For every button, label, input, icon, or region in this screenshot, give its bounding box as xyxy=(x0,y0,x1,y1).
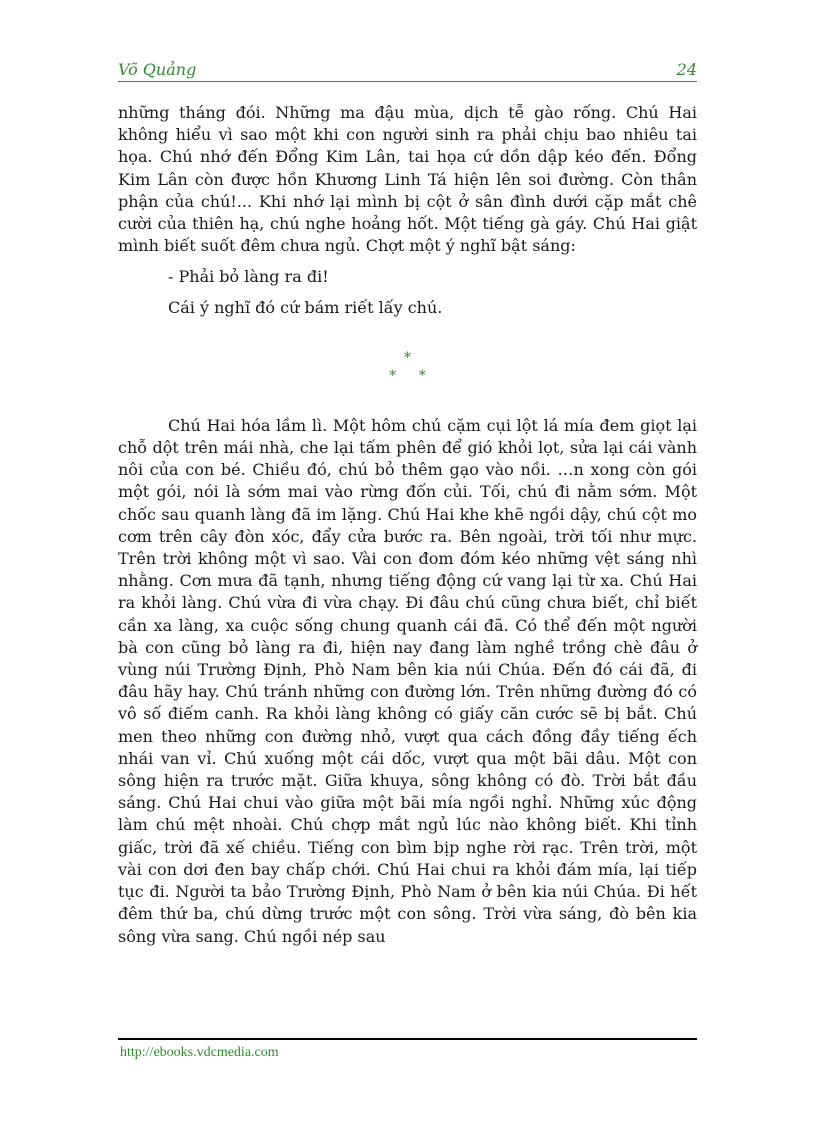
page-header xyxy=(118,60,697,82)
paragraph-1: những tháng đói. Những ma đậu mùa, dịch tễ gào rống. Chú Hai không hiểu vì sao một khi con người sinh ra phải chịu bao nhiêu tai họa. Chú nhớ đến Đổng Kim Lân, tai họa cứ dồn dập kéo đến. Đổng Kim Lân còn được hồn Khương Linh Tá hiện lên soi đường. Còn thân phận của chú!... Khi nhớ lại mình bị cột ở sân đình dưới cặp mắt chê cười của thiên hạ, chú nghe hoảng hốt. Một tiếng gà gáy. Chú Hai giật mình biết suốt đêm chưa ngủ. Chợt một ý nghĩ bật sáng: xyxy=(118,103,697,256)
divider-star-bottom: * * xyxy=(389,367,426,384)
paragraph-2: Chú Hai hóa lầm lì. Một hôm chú cặm cụi lột lá mía đem giọt lại chỗ dột trên mái nhà, che lại tấm phên để gió khỏi lọt, sửa lại cái vành nôi của con bé. Chiều đó, chú bỏ thêm gạo vào nồi. …n xong còn gói một gói, nói là sớm mai vào rừng đốn củi. Tối, chú đi nằm sớm. Một chốc sau quanh làng đã im lặng. Chú Hai khe khẽ ngồi dậy, chú cột mo cơm trên cây đòn xóc, đẩy cửa bước ra. Bên ngoài, trời tối như mực. Trên trời không một vì sao. Vài con đom đóm kéo những vệt sáng nhì nhằng. Cơn mưa đã tạnh, nhưng tiếng động cứ vang lại từ xa. Chú Hai ra khỏi làng. Chú vừa đi vừa chạy. Đi đâu chú cũng chưa biết, chỉ biết cần xa làng, xa cuộc sống chung quanh cái đã. Có thể đến một người bà con cũng bỏ làng ra đi, hiện nay đang làm nghề trồng chè đâu ở vùng núi Trường Định, Phò Nam bên kia núi Chúa. Đến đó cái đã, đi đâu hãy hay. Chú tránh những con đường lớn. Trên những đường đó có vô số điếm canh. Ra khỏi làng không có giấy căn cước sẽ bị bắt. Chú men theo những con đường nhỏ, vượt qua cách đồng đầy tiếng ếch nhái van vỉ. Chú xuống một cái dốc, vượt qua một bãi dâu. Một con sông hiện ra trước mặt. Giữa khuya, sông không có đò. Trời bắt đầu sáng. Chú Hai chui vào giữa một bãi mía ngồi nghỉ. Những xúc động làm chú mệt nhoài. Chú chợp mắt ngủ lúc nào không biết. Khi tỉnh giấc, trời đã xế chiều. Tiếng con bìm bịp nghe rời rạc. Trên trời, một vài con dơi đen bay chấp chới. Chú Hai chui ra khỏi đám mía, lại tiếp tục đi. Người ta bảo Trường Định, Phò Nam ở bên kia núi Chúa. Đi hết đêm thứ ba, chú dừng trước một con sông. Trời vừa sáng, đò bên kia sông vừa sang. Chú ngồi nép sau xyxy=(118,415,697,946)
quote-line-2: Cái ý nghĩ đó cứ bám riết lấy chú. xyxy=(168,297,443,317)
footer-url[interactable]: http://ebooks.vdcmedia.com xyxy=(120,1045,279,1060)
footer-divider xyxy=(118,1038,697,1040)
page-content xyxy=(118,102,697,948)
quote-line-1: - Phải bỏ làng ra đi! xyxy=(168,267,329,287)
divider-star-top: * xyxy=(404,349,411,366)
author-name: Võ Quảng xyxy=(118,60,197,79)
section-divider xyxy=(118,349,697,385)
page-number: 24 xyxy=(676,60,697,79)
